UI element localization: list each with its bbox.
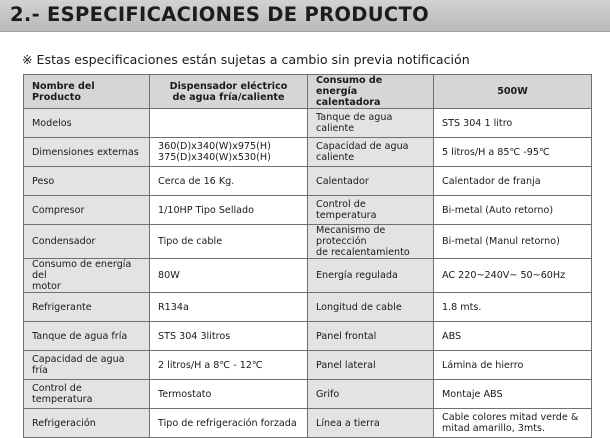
table-row bbox=[24, 322, 592, 351]
spec-label-cell bbox=[24, 380, 150, 409]
spec-label-cell bbox=[308, 109, 434, 138]
spec-label-cell bbox=[24, 293, 150, 322]
header-cell-line: de agua fría/caliente bbox=[172, 91, 285, 103]
spec-value-cell bbox=[150, 322, 308, 351]
spec-value-cell bbox=[434, 138, 592, 167]
spec-label: Panel lateral bbox=[316, 359, 376, 371]
spec-label: Capacidad de agua bbox=[316, 141, 409, 152]
spec-label-cell bbox=[24, 259, 150, 293]
spec-label-cell bbox=[308, 322, 434, 351]
spec-label: Modelos bbox=[32, 117, 72, 129]
spec-label-cell bbox=[24, 322, 150, 351]
table-row bbox=[24, 167, 592, 196]
spec-label: Consumo de energía del bbox=[32, 259, 132, 281]
spec-label: Peso bbox=[32, 175, 55, 187]
spec-value-cell bbox=[150, 409, 308, 438]
spec-label: caliente bbox=[316, 123, 355, 134]
spec-value-cell bbox=[434, 167, 592, 196]
spec-value: ABS bbox=[442, 330, 462, 342]
spec-label: Panel frontal bbox=[316, 330, 377, 342]
specifications-table bbox=[23, 74, 592, 438]
spec-value-cell bbox=[150, 109, 308, 138]
spec-label: Compresor bbox=[32, 204, 85, 216]
spec-label-cell bbox=[24, 409, 150, 438]
spec-label-cell bbox=[24, 225, 150, 259]
spec-label-cell bbox=[24, 138, 150, 167]
spec-label: Dimensiones externas bbox=[32, 146, 139, 158]
header-heater-power-label bbox=[308, 75, 434, 109]
specifications-table-body bbox=[24, 75, 592, 438]
spec-label-cell bbox=[308, 196, 434, 225]
spec-label: Condensador bbox=[32, 236, 96, 247]
spec-label-cell bbox=[308, 351, 434, 380]
spec-value-cell bbox=[434, 259, 592, 293]
spec-label: motor bbox=[32, 281, 61, 292]
spec-label: Control de temperatura bbox=[316, 199, 377, 221]
spec-label: Calentador bbox=[316, 175, 369, 187]
spec-value-cell bbox=[150, 167, 308, 196]
page-title: 2.- ESPECIFICACIONES DE PRODUCTO bbox=[10, 3, 429, 26]
spec-value-cell bbox=[150, 259, 308, 293]
spec-label: de recalentamiento bbox=[316, 247, 410, 258]
table-row bbox=[24, 409, 592, 438]
spec-label: Línea a tierra bbox=[316, 417, 380, 429]
spec-value-cell bbox=[150, 138, 308, 167]
table-row bbox=[24, 109, 592, 138]
spec-label: Mecanismo de protección bbox=[316, 225, 386, 247]
header-cell-line: Dispensador eléctrico bbox=[169, 80, 288, 92]
spec-value-cell bbox=[434, 225, 592, 259]
spec-value: R134a bbox=[158, 301, 189, 313]
table-header-row bbox=[24, 75, 592, 109]
spec-value-cell bbox=[434, 351, 592, 380]
table-row bbox=[24, 380, 592, 409]
spec-value: STS 304 1 litro bbox=[442, 117, 513, 129]
spec-label-cell bbox=[308, 380, 434, 409]
spec-label-cell bbox=[308, 167, 434, 196]
spec-label-cell bbox=[308, 409, 434, 438]
spec-label: Tanque de agua bbox=[316, 112, 393, 123]
spec-label-cell bbox=[308, 138, 434, 167]
spec-value: Calentador de franja bbox=[442, 175, 541, 187]
spec-label-cell bbox=[308, 225, 434, 259]
table-row bbox=[24, 351, 592, 380]
spec-value-cell bbox=[150, 293, 308, 322]
header-bar bbox=[0, 0, 610, 32]
spec-value: Cerca de 16 Kg. bbox=[158, 175, 235, 187]
spec-value-cell bbox=[150, 351, 308, 380]
notice-text: ※ Estas especificaciones están sujetas a cambio sin previa notificación bbox=[22, 52, 470, 67]
header-product-name bbox=[24, 75, 150, 109]
spec-value-cell bbox=[150, 225, 308, 259]
spec-value-cell bbox=[434, 322, 592, 351]
table-row bbox=[24, 293, 592, 322]
spec-value-cell bbox=[150, 196, 308, 225]
spec-value-cell bbox=[150, 380, 308, 409]
spec-label-cell bbox=[24, 167, 150, 196]
spec-value: 1/10HP Tipo Sellado bbox=[158, 204, 254, 216]
spec-label-cell bbox=[308, 259, 434, 293]
spec-value: 5 litros/H a 85℃ -95℃ bbox=[442, 146, 550, 158]
spec-label: Capacidad de agua fría bbox=[32, 354, 125, 376]
spec-value: 360(D)x340(W)x975(H) bbox=[158, 141, 271, 152]
spec-label-cell bbox=[24, 109, 150, 138]
spec-value: mitad amarillo, 3mts. bbox=[442, 423, 546, 434]
spec-value-cell bbox=[434, 380, 592, 409]
spec-value: 1.8 mts. bbox=[442, 301, 482, 313]
spec-value: 2 litros/H a 8℃ - 12℃ bbox=[158, 359, 263, 371]
spec-value-cell bbox=[434, 109, 592, 138]
spec-label: Control de temperatura bbox=[32, 383, 93, 405]
spec-value-cell bbox=[434, 409, 592, 438]
spec-label: Grifo bbox=[316, 388, 340, 400]
spec-label: Tanque de agua fría bbox=[32, 330, 128, 342]
spec-value: STS 304 3litros bbox=[158, 330, 231, 342]
header-cell-text: Nombre del Producto bbox=[32, 80, 95, 103]
spec-label: Refrigeración bbox=[32, 417, 96, 429]
spec-value: Bi-metal (Auto retorno) bbox=[442, 204, 554, 216]
spec-label: Energía regulada bbox=[316, 270, 398, 281]
table-row bbox=[24, 138, 592, 167]
header-cell-line: Consumo de energía bbox=[316, 75, 383, 97]
spec-value: Tipo de refrigeración forzada bbox=[158, 417, 297, 429]
table-row bbox=[24, 196, 592, 225]
spec-value: Termostato bbox=[158, 388, 212, 400]
spec-value: Tipo de cable bbox=[158, 236, 223, 247]
spec-value: 80W bbox=[158, 270, 180, 281]
spec-value: Lámina de hierro bbox=[442, 359, 524, 371]
header-product-description bbox=[150, 75, 308, 109]
header-cell-text: 500W bbox=[497, 86, 528, 97]
header-cell-line: calentadora bbox=[316, 97, 381, 108]
spec-value-cell bbox=[434, 293, 592, 322]
spec-value-cell bbox=[434, 196, 592, 225]
spec-value: Montaje ABS bbox=[442, 388, 503, 400]
spec-label: caliente bbox=[316, 152, 355, 163]
spec-label-cell bbox=[24, 196, 150, 225]
spec-label-cell bbox=[24, 351, 150, 380]
spec-label-cell bbox=[308, 293, 434, 322]
table-row bbox=[24, 259, 592, 293]
spec-label: Refrigerante bbox=[32, 301, 92, 313]
table-row bbox=[24, 225, 592, 259]
spec-value: 375(D)x340(W)x530(H) bbox=[158, 152, 271, 163]
spec-label: Longitud de cable bbox=[316, 301, 402, 313]
spec-value: Cable colores mitad verde & bbox=[442, 412, 579, 423]
header-heater-power-value bbox=[434, 75, 592, 109]
spec-value: Bi-metal (Manul retorno) bbox=[442, 236, 560, 247]
spec-value: AC 220~240V~ 50~60Hz bbox=[442, 270, 566, 281]
